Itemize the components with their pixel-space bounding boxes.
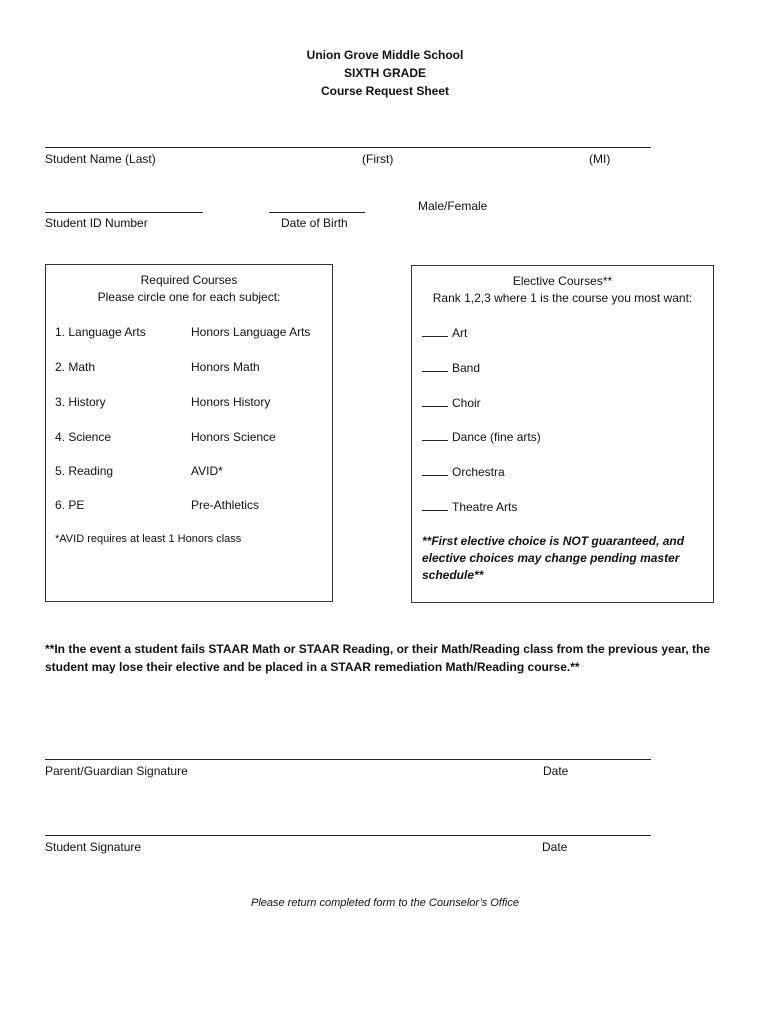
required-course-honors[interactable]: Honors Language Arts [191,325,311,339]
rank-blank[interactable] [422,430,448,441]
staar-notice: **In the event a student fails STAAR Math or STAAR Reading, or their Math/Reading class from the previous year, the student may lose their elective and be placed in a STAAR remediation Math/Reading course.** [45,642,711,674]
required-course-regular[interactable]: 2. Math [55,360,96,374]
elective-note-line: schedule** [422,568,484,582]
form-title: Course Request Sheet [320,84,450,98]
student-name-mi-label: (MI) [589,152,611,166]
required-courses-title: Required Courses [140,273,238,287]
rank-blank[interactable] [422,326,448,337]
elective-courses-subtitle: Rank 1,2,3 where 1 is the course you most want: [432,291,693,305]
elective-courses-box [411,265,714,603]
elective-label: Art [452,326,468,340]
required-course-regular[interactable]: 6. PE [55,498,85,512]
required-course-regular[interactable]: 3. History [55,395,106,409]
required-course-honors[interactable]: Honors History [191,395,271,409]
elective-label: Orchestra [452,465,505,479]
elective-label: Theatre Arts [452,500,518,514]
student-signature-label: Student Signature [45,840,142,854]
elective-item [422,361,480,375]
date-of-birth-line[interactable] [269,212,365,213]
rank-blank[interactable] [422,465,448,476]
avid-note: *AVID requires at least 1 Honors class [55,533,242,545]
elective-item [422,396,481,410]
required-course-honors[interactable]: Honors Math [191,360,260,374]
elective-label: Dance (fine arts) [452,430,541,444]
date-of-birth-label: Date of Birth [281,216,348,230]
elective-item [422,500,517,514]
parent-signature-line[interactable] [45,759,651,760]
required-courses-box [45,264,333,602]
required-course-regular[interactable]: 4. Science [55,430,112,444]
grade-label: SIXTH GRADE [343,66,426,80]
required-courses-subtitle: Please circle one for each subject: [97,290,281,304]
student-signature-line[interactable] [45,835,651,836]
required-course-honors[interactable]: Pre-Athletics [191,498,260,512]
elective-item [422,430,541,444]
elective-courses-title: Elective Courses** [512,274,613,288]
elective-note-line: **First elective choice is NOT guaranteed, and [422,534,685,548]
student-date-label: Date [542,840,568,854]
school-name: Union Grove Middle School [306,48,464,62]
elective-item [422,326,467,340]
student-name-first-label: (First) [362,152,394,166]
rank-blank[interactable] [422,361,448,372]
parent-signature-label: Parent/Guardian Signature [45,764,188,778]
footer-instruction: Please return completed form to the Counselor’s Office [250,897,519,909]
elective-note-line: elective choices may change pending master [422,551,680,565]
student-name-last-label: Student Name (Last) [45,152,156,166]
required-course-honors[interactable]: Honors Science [191,430,276,444]
required-course-honors[interactable]: AVID* [191,464,223,478]
rank-blank[interactable] [422,396,448,407]
gender-label[interactable]: Male/Female [418,199,488,213]
required-course-regular[interactable]: 1. Language Arts [55,325,146,339]
elective-label: Choir [452,396,481,410]
parent-date-label: Date [543,764,569,778]
elective-label: Band [452,361,481,375]
rank-blank[interactable] [422,500,448,511]
elective-item [422,465,505,479]
student-name-line[interactable] [45,147,651,148]
student-id-label: Student ID Number [45,216,148,230]
required-course-regular[interactable]: 5. Reading [55,464,114,478]
student-id-line[interactable] [45,212,203,213]
